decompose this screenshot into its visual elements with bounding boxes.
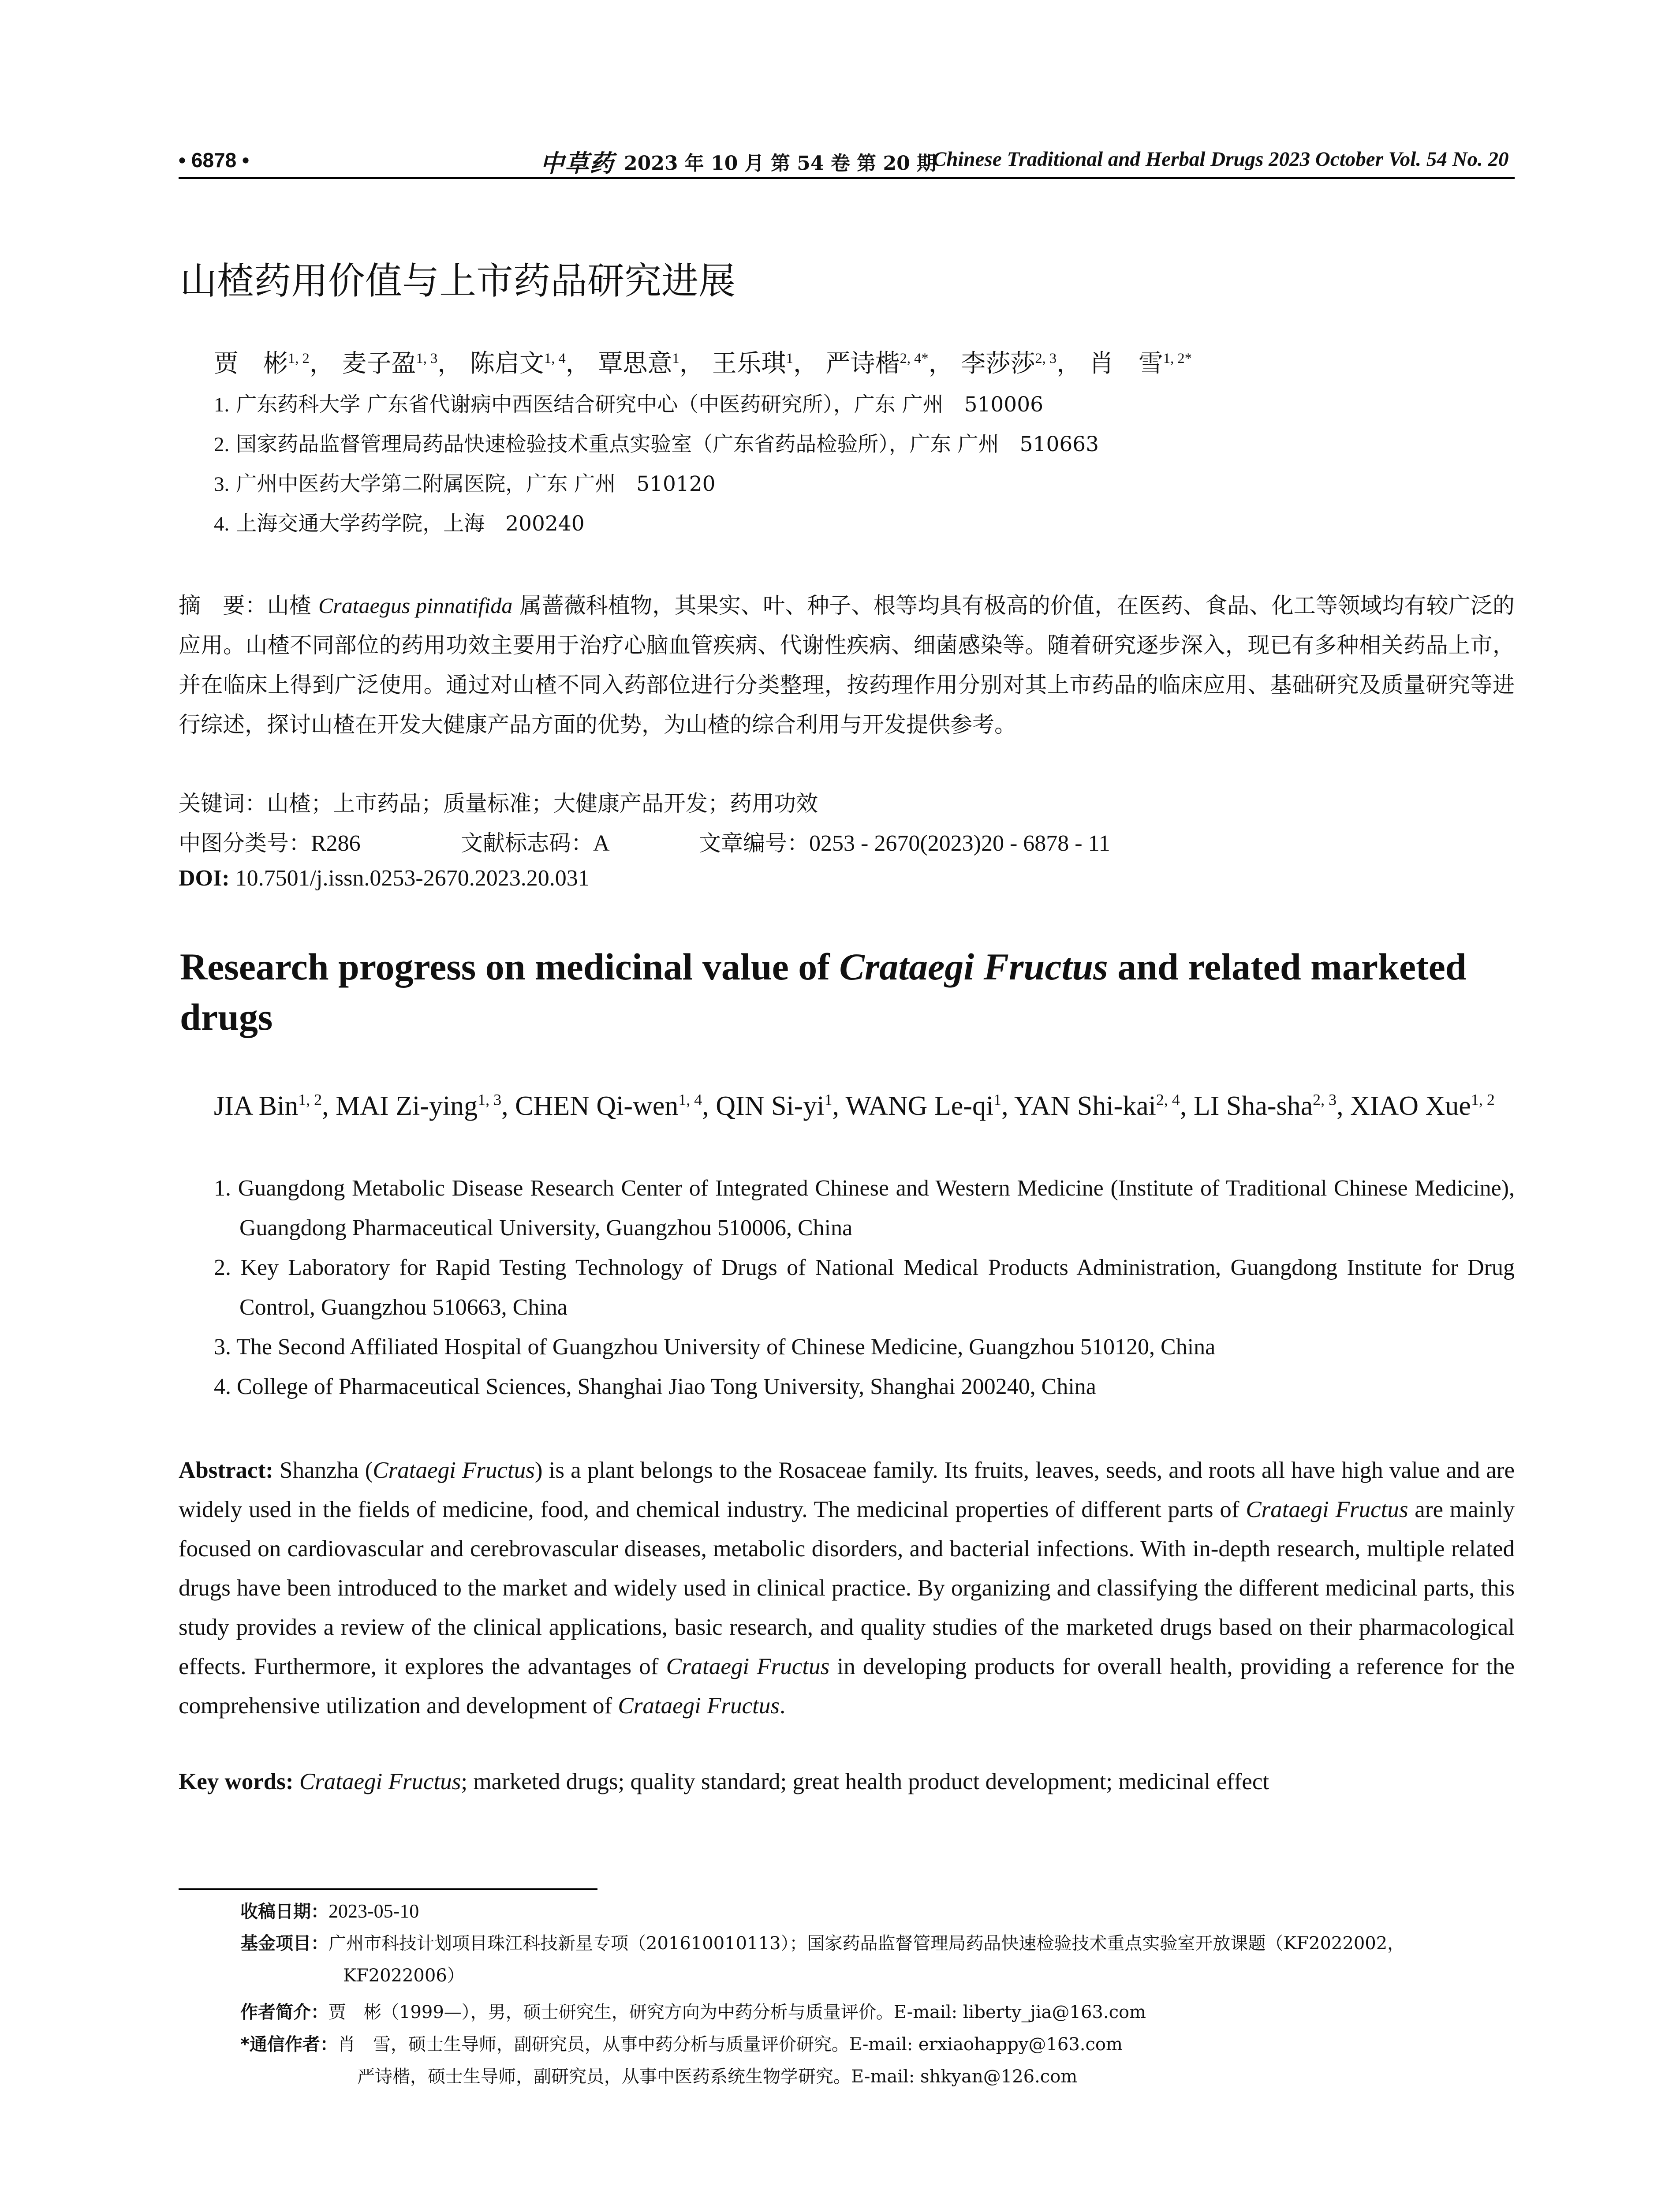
journal-name-cn: 中草药 [540, 149, 614, 177]
issue-info-en: Chinese Traditional and Herbal Drugs 2023 October Vol. 54 No. 20 [933, 148, 1509, 171]
affiliation-en-2: 2. Key Laboratory for Rapid Testing Technology of Drugs of National Medical Products Administration, Guangdong Institute for Drug Control, Guangzhou 510663, China [214, 1255, 1515, 1320]
author-cn: 李莎莎$^{2, 3}$， [961, 349, 1082, 378]
author-cn: 王乐琪$^1$， [712, 349, 818, 378]
author-cn: 贾 彬$^{1, 2}$， [214, 349, 334, 378]
affiliation-cn-1: 1. 广东药科大学 广东省代谢病中西医结合研究中心（中医药研究所），广东 广州 510006 [214, 392, 1043, 417]
classification-row [179, 826, 1515, 861]
author-en: LI Sha-sha$^{2, 3}$, [1193, 1091, 1351, 1121]
author-cn: 肖 雪$^{1, 2*}$ [1089, 349, 1192, 378]
authors-en [214, 1080, 1515, 1126]
affiliation-cn-2: 2. 国家药品监督管理局药品快速检验技术重点实验室（广东省药品检验所），广东 广州 510663 [214, 432, 1099, 456]
keywords-cn-label: 关键词： [179, 791, 267, 816]
author-en: XIAO Xue$^{1, 2}$ [1350, 1091, 1495, 1121]
affiliation-cn-3: 3. 广州中医药大学第二附属医院，广东 广州 510120 [214, 472, 716, 496]
keywords-cn: 关键词：山楂；上市药品；质量标准；大健康产品开发；药用功效 [179, 791, 818, 816]
affiliation-en-3: 3. The Second Affiliated Hospital of Guangzhou University of Chinese Medicine, Guangzhou 510120, China [214, 1334, 1216, 1360]
affiliation-en-1: 1. Guangdong Metabolic Disease Research Center of Integrated Chinese and Western Medicine (Institute of Traditional Chinese Medicine), Guangdong Pharmaceutical University, Guangzhou 510006, China [214, 1176, 1515, 1241]
article-number: 文章编号：0253 - 2670(2023)20 - 6878 - 11 [699, 830, 1110, 856]
author-cn: 陈启文$^{1, 4}$， [470, 349, 590, 378]
title-cn: 山楂药用价值与上市药品研究进展 [180, 259, 736, 303]
author-cn: 严诗楷$^{2, 4*}$， [825, 349, 953, 378]
document-code: 文献标志码：A [461, 830, 610, 856]
abstract-en: Abstract: Shanzha (Crataegi Fructus) is a plant belongs to the Rosaceae family. Its fruits, leaves, seeds, and roots all have high value and are widely used in the fields of medicine, food, and chemical industry. The medicinal properties of different parts of Crataegi Fructus are mainly focused on cardiovascular and cerebrovascular diseases, metabolic disorders, and bacterial infections. With in-depth research, multiple related drugs have been introduced to the market and widely used in clinical practice. By organizing and classifying the different medicinal parts, this study provides a review of the clinical applications, basic research, and quality studies of the marketed drugs based on their pharmacological effects. Furthermore, it explores the advantages of Crataegi Fructus in developing products for overall health, providing a reference for the comprehensive utilization and development of Crataegi Fructus. [179, 1458, 1515, 1719]
abstract-en-label: Abstract: [179, 1458, 273, 1483]
footnote-bio: 作者简介：贾 彬（1999—），男，硕士研究生，研究方向为中药分析与质量评价。E-mail: liberty_jia@163.com [240, 2002, 1146, 2022]
header-rule [179, 177, 1515, 179]
issue-info-cn: 2023 年 10 月 第 54 卷 第 20 期 [624, 152, 937, 175]
title-en: Research progress on medicinal value of Crataegi Fructus and related marketed drugs [180, 946, 1467, 1038]
footnote-fund: 基金项目：广州市科技计划项目珠江科技新星专项（201610010113）；国家药品监督管理局药品快速检验技术重点实验室开放课题（KF2022002， [240, 1933, 1405, 1954]
affiliation-cn-4: 4. 上海交通大学药学院，上海 200240 [214, 512, 585, 536]
footnote-received: 收稿日期：2023-05-10 [240, 1900, 419, 1922]
authors-cn [214, 344, 1192, 379]
author-en: QIN $Si-yi^1$, [716, 1091, 846, 1121]
page-number: • 6878 • [179, 149, 250, 172]
author-cn: 覃思意$^1$， [598, 349, 704, 378]
author-en: MAI Zi-ying$^{1, 3}$, [336, 1091, 515, 1121]
author-cn: 麦子盈$^{1, 3}$， [342, 349, 463, 378]
footnote-corresponding-2: 严诗楷，硕士生导师，副研究员，从事中医药系统生物学研究。E-mail: shkyan@126.com [357, 2067, 1078, 2087]
affiliation-en-4: 4. College of Pharmaceutical Sciences, Shanghai Jiao Tong University, Shanghai 200240, China [214, 1374, 1096, 1399]
author-en: YAN Shi-kai$^{2, 4}$, [1014, 1091, 1194, 1121]
footnote-fund-cont: KF2022006） [343, 1966, 465, 1986]
keywords-en: Key words: Crataegi Fructus; marketed drugs; quality standard; great health product development; medicinal effect [179, 1769, 1269, 1794]
author-en: CHEN Qi-wen$^{1, 4}$, [515, 1091, 716, 1121]
author-en: WANG $Le-qi^1$, [845, 1091, 1014, 1121]
footnote-rule [179, 1888, 597, 1890]
clc-number: 中图分类号：R286 [179, 830, 361, 856]
abstract-cn: 摘 要：山楂 Crataegus pinnatifida 属蔷薇科植物，其果实、叶、种子、根等均具有极高的价值，在医药、食品、化工等领域均有较广泛的应用。山楂不同部位的药用功效主要用于治疗心脑血管疾病、代谢性疾病、细菌感染等。随着研究逐步深入，现已有多种相关药品上市，并在临床上得到广泛使用。通过对山楂不同入药部位进行分类整理，按药理作用分别对其上市药品的临床应用、基础研究及质量研究等进行综述，探讨山楂在开发大健康产品方面的优势，为山楂的综合利用与开发提供参考。 [179, 593, 1515, 737]
footnote-corresponding: *通信作者：肖 雪，硕士生导师，副研究员，从事中药分析与质量评价研究。E-mail: erxiaohappy@163.com [240, 2034, 1123, 2055]
doi [179, 865, 590, 891]
doi-label: DOI: [179, 866, 230, 891]
running-header [179, 142, 1515, 177]
keywords-en-label: Key words: [179, 1769, 294, 1794]
author-en: JIA Bin$^{1, 2}$, [214, 1091, 336, 1121]
latin-name: Crataegus pinnatifida [318, 593, 513, 618]
abstract-cn-label: 摘 要： [179, 593, 267, 618]
doi-value: 10.7501/j.issn.0253-2670.2023.20.031 [229, 866, 590, 891]
